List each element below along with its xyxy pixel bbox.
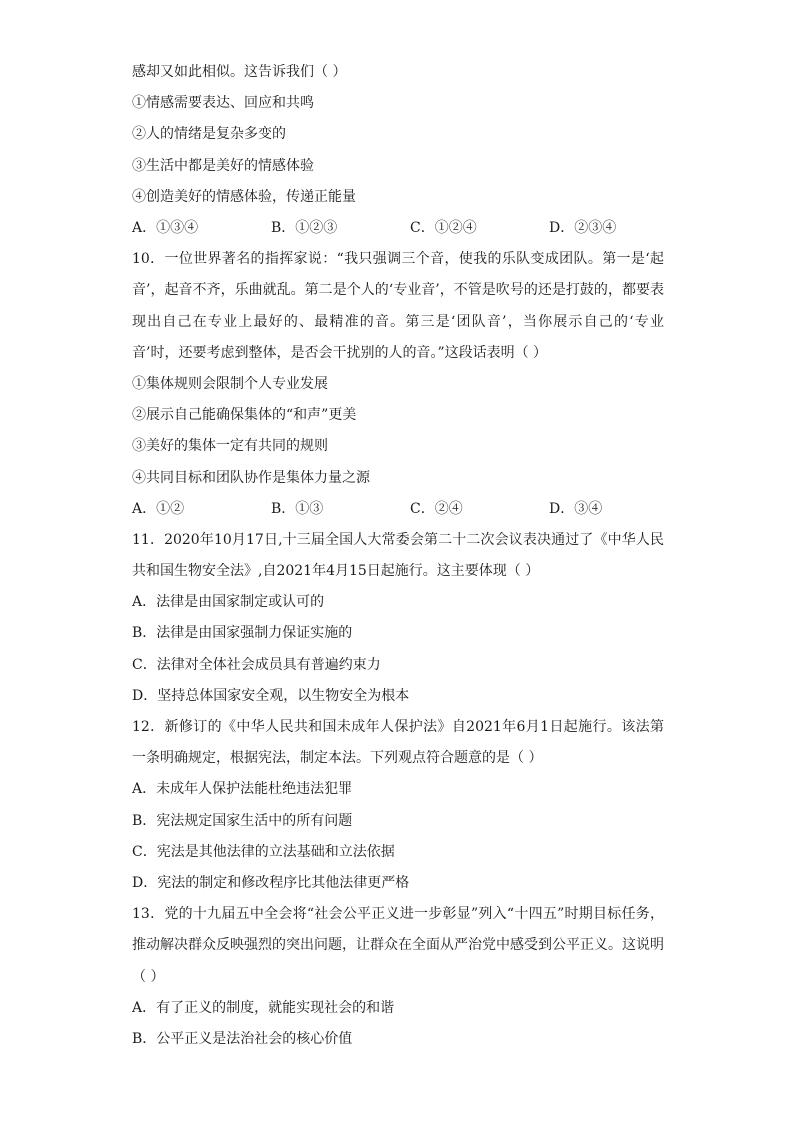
q10-item-2: ②展示自己能确保集体的“和声”更美 (132, 407, 357, 424)
q10-item-1: ①集体规则会限制个人专业发展 (132, 375, 328, 392)
q13-option-b: B．公平正义是法治社会的核心价值 (132, 1030, 353, 1047)
q12-option-b: B．宪法规定国家生活中的所有问题 (132, 812, 353, 829)
q11-option-a: A．法律是由国家制定或认可的 (132, 594, 325, 611)
q12-option-d: D．宪法的制定和修改程序比其他法律更严格 (132, 875, 410, 891)
q9-item-2: ②人的情绪是复杂多变的 (132, 126, 286, 143)
q9-item-4: ④创造美好的情感体验，传递正能量 (132, 188, 356, 205)
q9-item-3: ③生活中都是美好的情感体验 (132, 157, 314, 174)
q12-option-a: A．未成年人保护法能杜绝违法犯罪 (132, 781, 353, 798)
q10-item-4: ④共同目标和团队协作是集体力量之源 (132, 469, 370, 486)
q12-stem: 12．新修订的《中华人民共和国未成年人保护法》自2021年6月1日起施行。该法第一条明确规定，根据宪法，制定本法。下列观点符合题意的是（ ） (132, 719, 664, 767)
q12-option-c: C．宪法是其他法律的立法基础和立法依据 (132, 843, 395, 860)
q10-stem: 10．一位世界著名的指挥家说：“我只强调三个音，使我的乐队变成团队。第一是‘起音’，起音不齐，乐曲就乱。第二是个人的‘专业音’，不管是吹号的还是打鼓的，都要表现出自己在专业上最好的、最精准的音。第三是‘团队音’，当你展示自己的‘专业音’时，还要考虑到整体，是否会干扰别的人的音。”这段话表明（ ） (132, 251, 664, 361)
q9-option-c: C．①②④ (410, 219, 477, 236)
q9-option-a: A．①③④ (132, 219, 199, 236)
q10-option-a: A．①② (132, 500, 185, 517)
q11-stem: 11．2020年10月17日,十三届全国人大常委会第二十二次会议表决通过了《中华人民共和国生物安全法》,自2021年4月15日起施行。这主要体现（ ） (132, 531, 664, 580)
q9-stem-end: 感却又如此相似。这告诉我们（ ） (132, 64, 347, 80)
q9-option-d: D．②③④ (549, 219, 617, 236)
q10-item-3: ③美好的集体一定有共同的规则 (132, 438, 328, 455)
q13-stem: 13．党的十九届五中全会将“社会公平正义进一步彰显”列入“十四五”时期目标任务，推动解决群众反映强烈的突出问题，让群众在全面从严治党中感受到公平正义。这说明（ ） (132, 906, 664, 985)
q11-option-d: D．坚持总体国家安全观，以生物安全为根本 (132, 687, 410, 704)
q11-option-c: C．法律对全体社会成员具有普遍约束力 (132, 656, 381, 673)
q13-option-a: A．有了正义的制度，就能实现社会的和谐 (132, 999, 395, 1016)
q10-option-c: C．②④ (410, 500, 463, 517)
q10-option-d: D．③④ (549, 500, 603, 517)
q9-option-b: B．①②③ (271, 219, 338, 236)
q11-option-b: B．法律是由国家强制力保证实施的 (132, 625, 353, 642)
q10-option-b: B．①③ (271, 500, 324, 517)
q9-item-1: ①情感需要表达、回应和共鸣 (132, 95, 314, 112)
